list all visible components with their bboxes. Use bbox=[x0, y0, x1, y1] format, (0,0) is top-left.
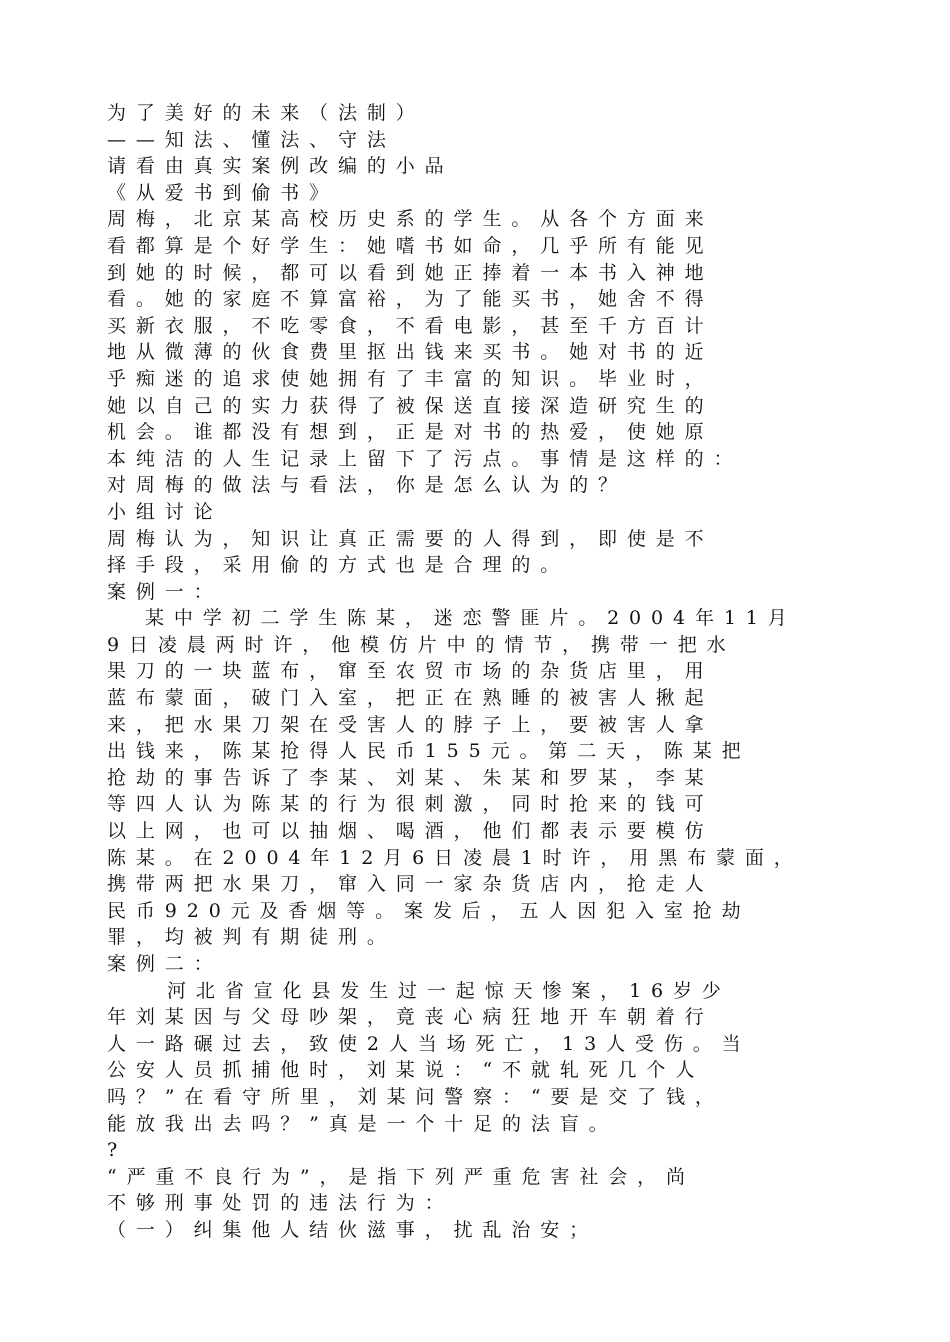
text-line: 人一路碾过去，致使2人当场死亡，13人受伤。当 bbox=[107, 1032, 751, 1055]
text-line: 罪，均被判有期徒刑。 bbox=[107, 926, 396, 949]
text-line: 民币920元及香烟等。案发后，五人因犯入室抢劫 bbox=[107, 899, 751, 922]
text-line: 抢劫的事告诉了李某、刘某、朱某和罗某，李某 bbox=[107, 766, 714, 789]
text-line: 案例二： bbox=[107, 953, 223, 975]
text-line: 本纯洁的人生记录上留下了污点。事情是这样的： bbox=[107, 447, 743, 470]
text-line: （一）纠集他人结伙滋事，扰乱治安； bbox=[107, 1218, 598, 1241]
text-line: 某中学初二学生陈某，迷恋警匪片。2004年11月 bbox=[145, 607, 797, 630]
text-line: 看。她的家庭不算富裕，为了能买书，她舍不得 bbox=[107, 288, 714, 311]
document-page bbox=[107, 100, 842, 1280]
text-line: 周梅认为，知识让真正需要的人得到，即使是不 bbox=[107, 527, 714, 550]
text-line: 到她的时候，都可以看到她正捧着一本书入神地 bbox=[107, 261, 714, 284]
text-line: 看都算是个好学生：她嗜书如命，几乎所有能见 bbox=[107, 234, 714, 257]
text-line: 机会。谁都没有想到，正是对书的热爱，使她原 bbox=[107, 421, 714, 444]
text-line: 陈某。在2004年12月6日凌晨1时许，用黑布蒙面， bbox=[107, 846, 803, 869]
text-line: 她以自己的实力获得了被保送直接深造研究生的 bbox=[107, 394, 714, 417]
text-line: 蓝布蒙面，破门入室，把正在熟睡的被害人揪起 bbox=[107, 687, 714, 710]
text-line: 请看由真实案例改编的小品 bbox=[107, 155, 454, 178]
text-line: 年刘某因与父母吵架，竟丧心病狂地开车朝着行 bbox=[107, 1006, 714, 1029]
text-line: 买新衣服，不吃零食，不看电影，甚至千方百计 bbox=[107, 314, 714, 337]
text-line: 对周梅的做法与看法，你是怎么认为的？ bbox=[107, 474, 627, 497]
text-line: 等四人认为陈某的行为很刺激，同时抢来的钱可 bbox=[107, 793, 714, 816]
text-line: ——知法、懂法、守法 bbox=[107, 128, 396, 151]
text-line: 果刀的一块蓝布，窜至农贸市场的杂货店里，用 bbox=[107, 660, 714, 683]
text-line: 公安人员抓捕他时，刘某说：“不就轧死几个人 bbox=[107, 1059, 705, 1082]
text-line: 出钱来，陈某抢得人民币155元。第二天，陈某把 bbox=[107, 740, 751, 763]
text-line: 河北省宣化县发生过一起惊天惨案，16岁少 bbox=[167, 979, 731, 1002]
document-body bbox=[107, 100, 842, 1244]
text-line: 来，把水果刀架在受害人的脖子上，要被害人拿 bbox=[107, 713, 714, 736]
text-line: “严重不良行为”，是指下列严重危害社会，尚 bbox=[107, 1165, 695, 1188]
text-line: 案例一： bbox=[107, 580, 223, 603]
text-line: ? bbox=[107, 1139, 128, 1162]
text-line: 能放我出去吗？”真是一个十足的法盲。 bbox=[107, 1112, 618, 1135]
text-line: 携带两把水果刀，窜入同一家杂货店内，抢走人 bbox=[107, 873, 714, 896]
text-line: 吗？”在看守所里，刘某问警察：“要是交了钱， bbox=[107, 1085, 724, 1108]
text-line: 9日凌晨两时许，他模仿片中的情节，携带一把水 bbox=[107, 633, 736, 656]
text-line: 乎痴迷的追求使她拥有了丰富的知识。毕业时， bbox=[107, 367, 714, 390]
text-line: 小组讨论 bbox=[107, 500, 223, 523]
text-line: 不够刑事处罚的违法行为： bbox=[107, 1192, 454, 1215]
text-line: 择手段，采用偷的方式也是合理的。 bbox=[107, 554, 570, 577]
text-line: 地从微薄的伙食费里抠出钱来买书。她对书的近 bbox=[107, 341, 714, 364]
text-line: 《从爱书到偷书》 bbox=[107, 181, 339, 204]
text-line: 为了美好的未来（法制） bbox=[107, 102, 425, 124]
text-line: 以上网，也可以抽烟、喝酒，他们都表示要模仿 bbox=[107, 820, 714, 843]
text-line: 周梅，北京某高校历史系的学生。从各个方面来 bbox=[107, 208, 714, 231]
